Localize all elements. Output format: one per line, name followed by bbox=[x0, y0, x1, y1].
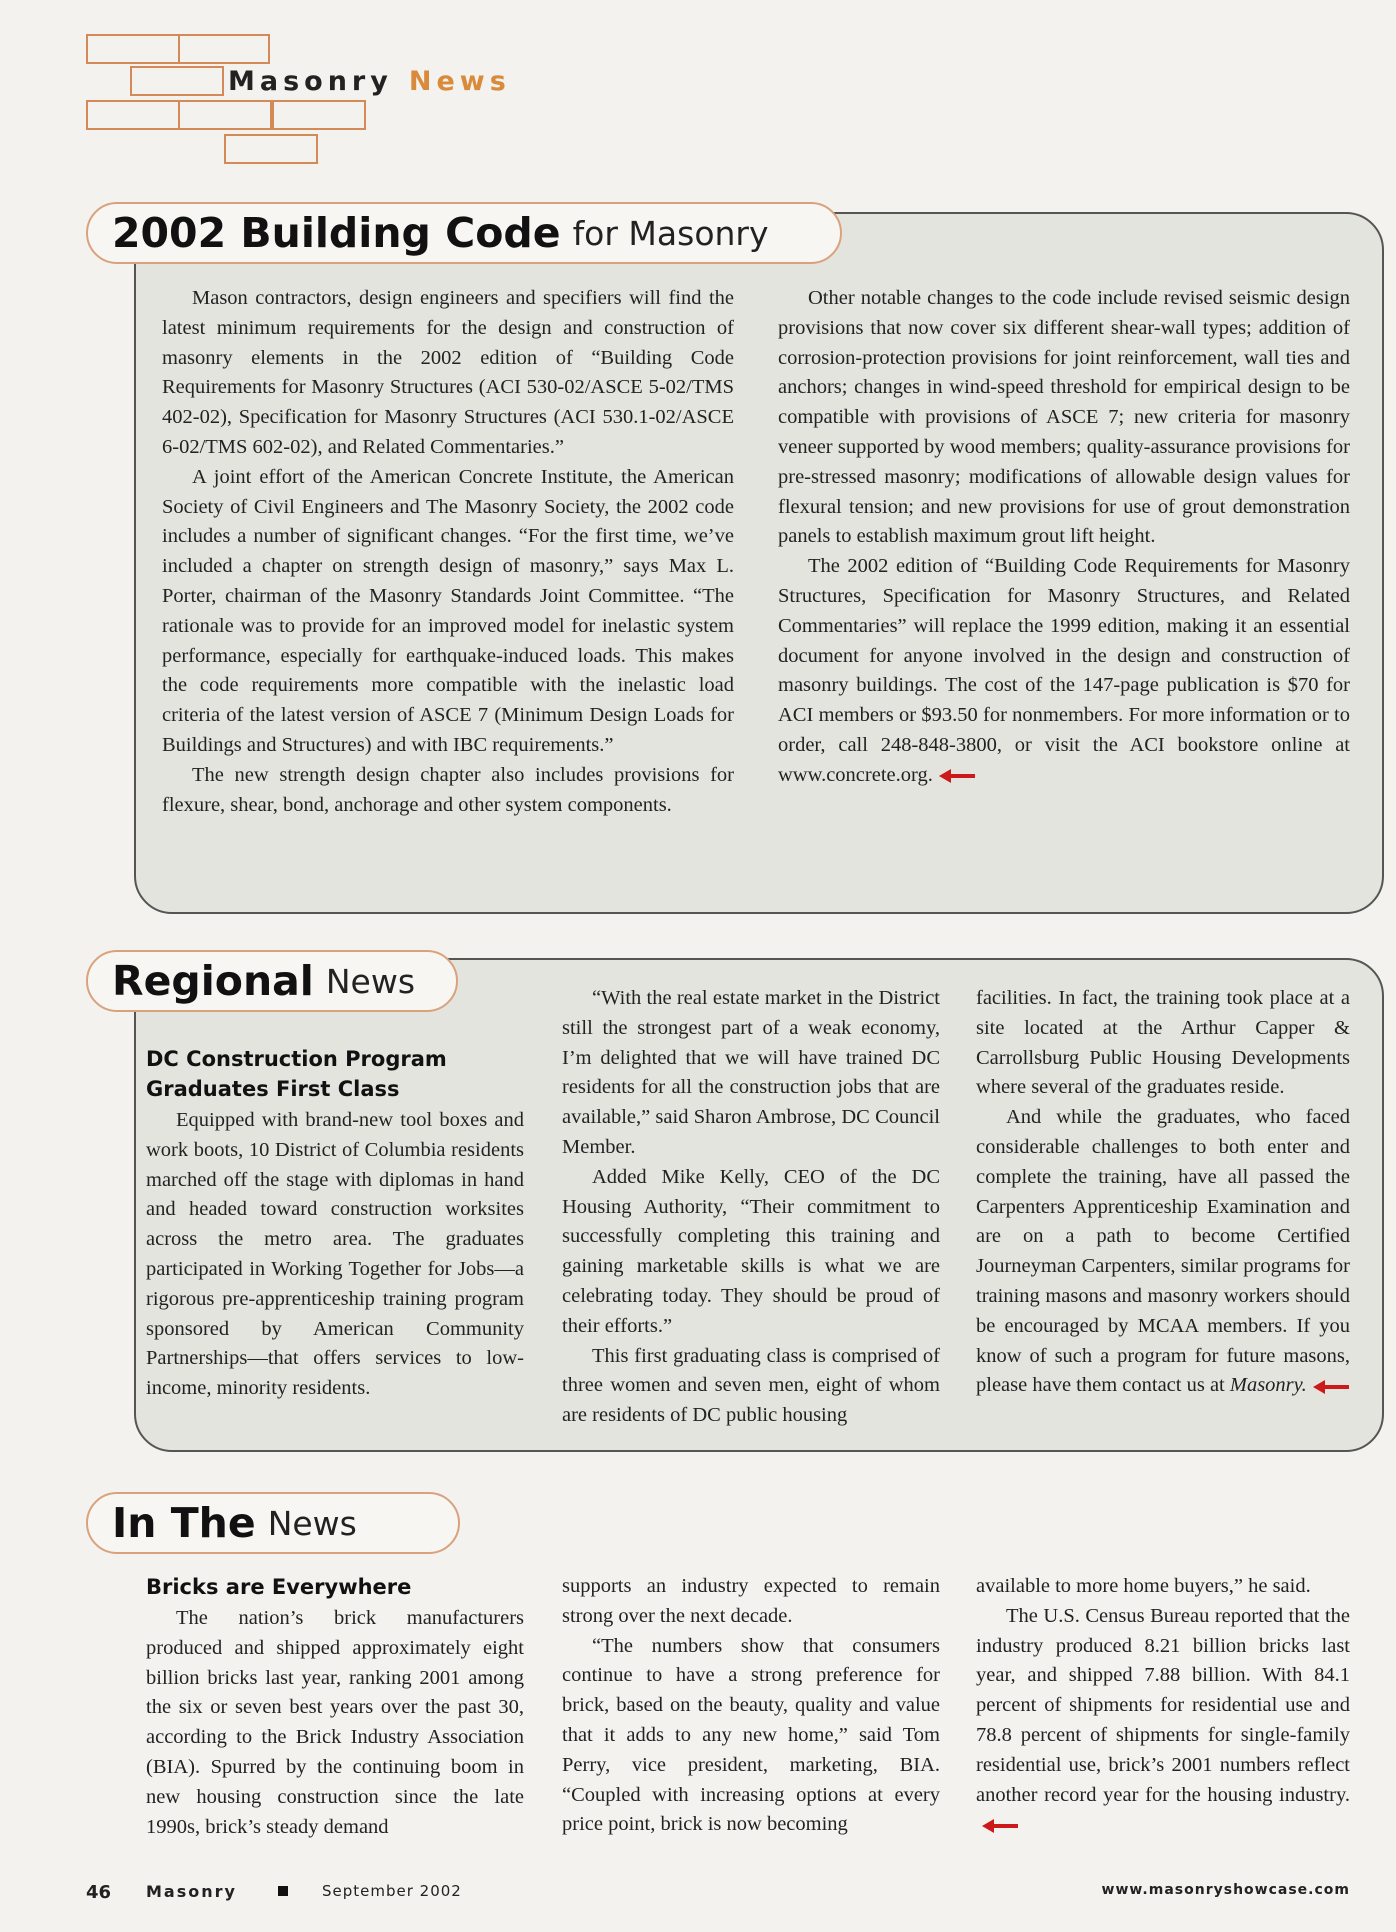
in-the-news-column-2 bbox=[562, 1572, 940, 1840]
paragraph: The new strength design chapter also includes provisions for flexure, shear, bond, anchorage and other system components. bbox=[162, 763, 734, 816]
brick bbox=[272, 100, 366, 130]
regional-news-title: Regional bbox=[112, 957, 314, 1005]
paragraph: The nation’s brick manufacturers produced and shipped approximately eight billion bricks last year, ranking 2001 among the six or seven best years over the past 30, according to the Brick Industry Association (BIA). Spurred by the continuing boom in new housing construction since the late 1990s, brick’s steady demand bbox=[146, 1607, 524, 1838]
paragraph: Other notable changes to the code include revised seismic design provisions that now cover six different shear-wall types; addition of corrosion-protection provisions for joint reinforcement, wall ties and anchors; changes in wind-speed threshold for empirical design to be compatible with provisions of ASCE 7; new criteria for masonry veneer supported by wood members; quality-assurance provisions for pre-stressed masonry; modifications of allowable design values for flexural tension; and new provisions for use of grout demonstration panels to establish maximum grout lift height. bbox=[778, 287, 1350, 548]
footer-website-link[interactable]: www.masonryshowcase.com bbox=[1101, 1882, 1350, 1898]
masthead-word-news: News bbox=[408, 66, 511, 97]
building-code-subtitle: for Masonry bbox=[572, 213, 769, 253]
brick bbox=[86, 34, 180, 64]
in-the-news-subtitle: News bbox=[267, 1503, 357, 1543]
end-arrow-icon bbox=[982, 1818, 1018, 1834]
headline-line: DC Construction Program bbox=[146, 1047, 447, 1071]
building-code-tab bbox=[86, 202, 842, 264]
regional-news-tab bbox=[86, 950, 458, 1012]
paragraph: Added Mike Kelly, CEO of the DC Housing Authority, “Their commitment to successfully completing this training and gaining marketable skills is what we are celebrating today. They should be proud of their efforts.” bbox=[562, 1165, 940, 1337]
paragraph: supports an industry expected to remain strong over the next decade. bbox=[562, 1575, 940, 1627]
regional-news-subtitle: News bbox=[325, 961, 416, 1001]
paragraph: Equipped with brand-new tool boxes and work boots, 10 District of Columbia residents marched off the stage with diplomas in hand and headed toward construction worksites across the metro area. The graduates participated in Working Together for Jobs—a rigorous pre-apprenticeship training program sponsored by American Community Partnerships—that offers services to low-income, minority residents. bbox=[146, 1109, 524, 1400]
in-the-news-headline: Bricks are Everywhere bbox=[146, 1575, 412, 1599]
footer-magazine: Masonry bbox=[146, 1882, 237, 1901]
paragraph bbox=[976, 1602, 1350, 1840]
in-the-news-column-1 bbox=[146, 1572, 524, 1842]
paragraph-text: The 2002 edition of “Building Code Requirements for Masonry Structures, Specification for Masonry Structures, and Related Commentaries” will replace the 1999 edition, making it an essential document for anyone involved in the design and construction of masonry buildings. The cost of the 147-page publication is $70 for ACI members or $93.50 for nonmembers. For more information or to order, call 248-848-3800, or visit the ACI bookstore online at www.concrete.org. bbox=[778, 555, 1350, 786]
building-code-column-right bbox=[778, 284, 1350, 791]
brick bbox=[130, 66, 224, 96]
regional-news-column-3 bbox=[976, 984, 1350, 1401]
regional-news-column-1 bbox=[146, 1044, 524, 1404]
paragraph: “With the real estate market in the District still the strongest part of a weak economy, I’m delighted that we will have trained DC residents for all the construction jobs that are available,” said Sharon Ambrose, DC Council Member. bbox=[562, 987, 940, 1158]
paragraph: facilities. In fact, the training took place at a site located at the Arthur Capper & Carrollsburg Public Housing Developments where several of the graduates reside. bbox=[976, 987, 1350, 1099]
masthead-word-masonry: Masonry bbox=[228, 66, 393, 97]
paragraph: This first graduating class is comprised of three women and seven men, eight of whom are residents of DC public housing bbox=[562, 1344, 940, 1427]
paragraph bbox=[976, 1103, 1350, 1401]
building-code-title: 2002 Building Code bbox=[112, 209, 561, 257]
regional-news-column-2 bbox=[562, 984, 940, 1431]
paragraph: Mason contractors, design engineers and specifiers will find the latest minimum requirements for the design and construction of masonry elements in the 2002 edition of “Building Code Requirements for Masonry Structures (ACI 530-02/ASCE 5-02/TMS 402-02), Specification for Masonry Structures (ACI 530.1-02/ASCE 6-02/TMS 602-02), and Related Commentaries.” bbox=[162, 287, 734, 458]
brick bbox=[86, 100, 180, 130]
in-the-news-tab bbox=[86, 1492, 460, 1554]
footer-issue-date: September 2002 bbox=[322, 1882, 462, 1900]
regional-news-headline bbox=[146, 1044, 524, 1104]
paragraph: A joint effort of the American Concrete Institute, the American Society of Civil Engineers and The Masonry Society, the 2002 code includes a number of significant changes. “For the first time, we’ve included a chapter on strength design of masonry,” says Max L. Porter, chairman of the Masonry Standards Joint Committee. “The rationale was to provide for an improved model for inelastic system performance, especially for earthquake-induced loads. This makes the code requirements more compatible with the inelastic load criteria of the latest version of ASCE 7 (Minimum Design Loads for Buildings and Structures) and with IBC requirements.” bbox=[162, 465, 734, 756]
in-the-news-title: In The bbox=[112, 1499, 256, 1547]
masthead-title bbox=[228, 66, 511, 97]
paragraph: “The numbers show that consumers continue to have a strong preference for brick, based on the beauty, quality and value that it adds to any new home,” said Tom Perry, vice president, marketing, BIA. “Coupled with increasing options at every price point, brick is now becoming bbox=[562, 1634, 940, 1836]
footer-bullet bbox=[278, 1886, 288, 1896]
brick bbox=[178, 100, 272, 130]
in-the-news-column-3 bbox=[976, 1572, 1350, 1840]
page-number: 46 bbox=[86, 1882, 112, 1903]
paragraph: available to more home buyers,” he said. bbox=[976, 1575, 1311, 1597]
end-arrow-icon bbox=[1313, 1379, 1349, 1395]
paragraph bbox=[778, 552, 1350, 790]
paragraph-text: The U.S. Census Bureau reported that the industry produced 8.21 billion bricks last year, and shipped 7.88 billion. With 84.1 percent of shipments for residential use and 78.8 percent of shipments for single-family residential use, brick’s 2001 numbers reflect another record year for the housing industry. bbox=[976, 1604, 1350, 1806]
brick bbox=[224, 134, 318, 164]
paragraph-text: And while the graduates, who faced considerable challenges to both enter and complete the training, have all passed the Carpenters Apprenticeship Examination and are on a path to become Certified Journeyman Carpenters, similar programs for training masons and masonry workers should be encouraged by MCAA members. If you know of such a program for future masons, please have them contact us at bbox=[976, 1106, 1350, 1397]
building-code-column-left bbox=[162, 284, 734, 820]
brick bbox=[178, 34, 270, 64]
magazine-name: Masonry. bbox=[1229, 1374, 1307, 1397]
end-arrow-icon bbox=[939, 768, 975, 784]
headline-line: Graduates First Class bbox=[146, 1077, 400, 1101]
